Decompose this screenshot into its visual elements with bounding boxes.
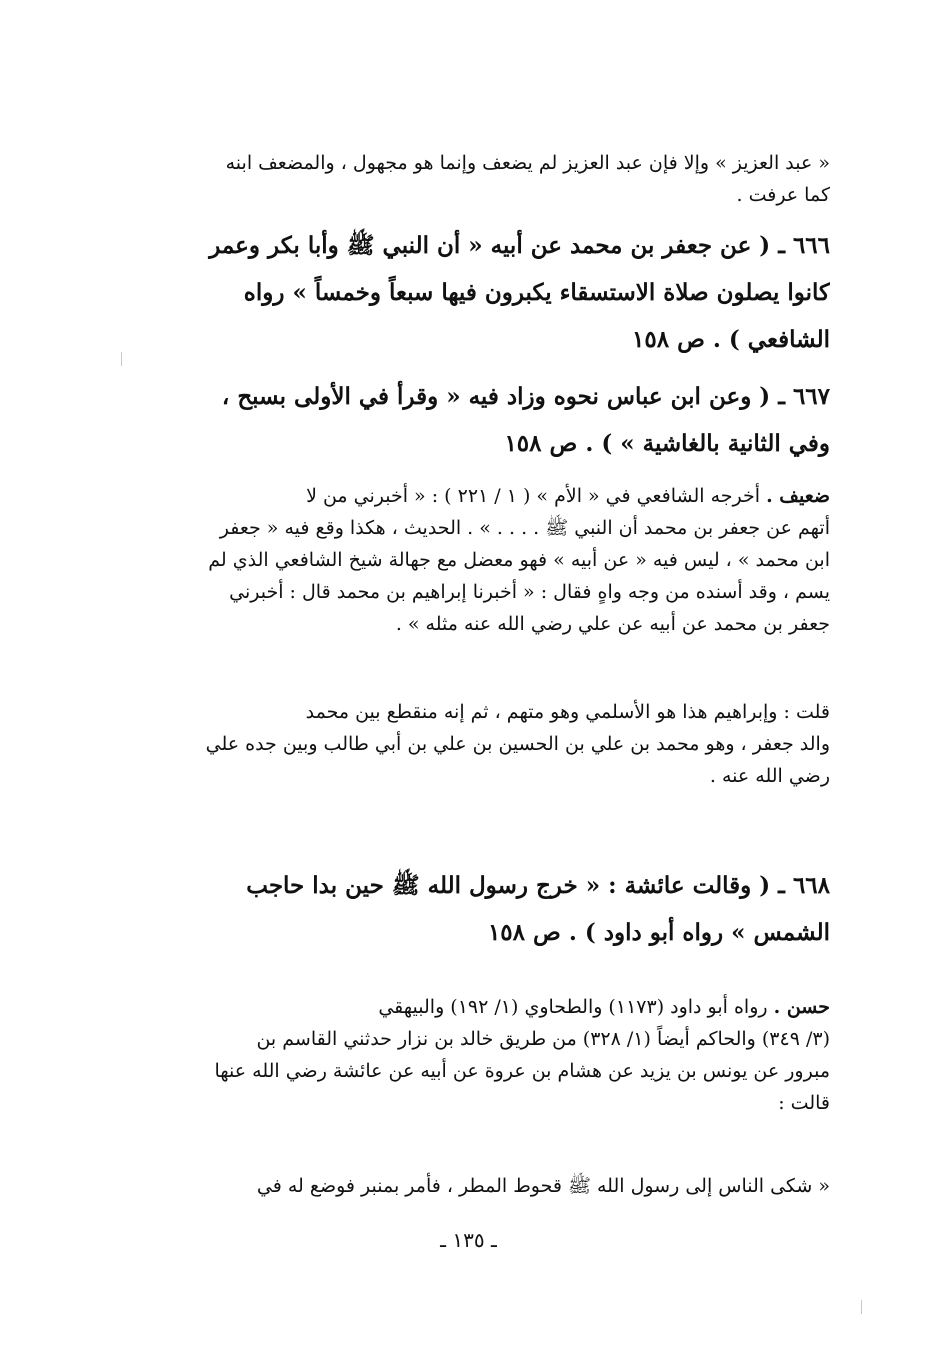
hadith-line: الشمس » رواه أبو داود ) . ص ١٥٨: [487, 919, 830, 946]
text-line-content: أخرجه الشافعي في « الأم » ( ١ / ٢٢١ ) : « أخبرني من لا: [306, 485, 761, 507]
margin-mark: [121, 352, 122, 366]
text-line: أتهم عن جعفر بن محمد أن النبي ﷺ . . . . » . الحديث ، هكذا وقع فيه « جعفر: [219, 517, 830, 539]
text-line: (٣/ ٣٤٩) والحاكم أيضاً (١/ ٣٢٨) من طريق خالد بن نزار حدثني القاسم بن: [256, 1028, 830, 1050]
text-line: كما عرفت .: [736, 184, 830, 206]
text-line: مبرور عن يونس بن يزيد عن هشام بن عروة عن أبيه عن عائشة رضي الله عنها: [214, 1060, 830, 1082]
hadith-line: ٦٦٧ ـ ( وعن ابن عباس نحوه وزاد فيه « وقرأ في الأولى بسبح ،: [221, 383, 830, 410]
hadith-668: [150, 862, 830, 956]
page-number: ـ ١٣٥ ـ: [440, 1228, 497, 1252]
text-line-content: رواه أبو داود (١١٧٣) والطحاوي (١/ ١٩٢) والبيهقي: [378, 996, 768, 1018]
margin-mark: [861, 1300, 862, 1314]
quote-paragraph: [150, 1170, 830, 1202]
grade-label: ضعيف .: [766, 485, 830, 507]
hadith-667: [150, 373, 830, 467]
text-line: [150, 991, 830, 1023]
text-line: رضي الله عنه .: [709, 765, 830, 787]
text-line: « عبد العزيز » وإلا فإن عبد العزيز لم يضعف وإنما هو مجهول ، والمضعف ابنه: [225, 152, 830, 174]
text-line: ابن محمد » ، ليس فيه « عن أبيه » فهو معضل مع جهالة شيخ الشافعي الذي لم: [208, 549, 830, 571]
text-line: قلت : وإبراهيم هذا هو الأسلمي وهو متهم ، ثم إنه منقطع بين محمد: [305, 701, 830, 723]
text-line: والد جعفر ، وهو محمد بن علي بن الحسين بن علي بن أبي طالب وبين جده علي: [205, 733, 830, 755]
text-line: قالت :: [778, 1092, 830, 1114]
hadith-666: [150, 222, 830, 363]
note-paragraph: [150, 696, 830, 792]
text-line: [150, 480, 830, 512]
takhrij-668: [150, 991, 830, 1119]
text-line: يسم ، وقد أسنده من وجه واهٍ فقال : « أخبرنا إبراهيم بن محمد قال : أخبرني: [229, 581, 830, 603]
text-line: جعفر بن محمد عن أبيه عن علي رضي الله عنه مثله » .: [395, 613, 830, 635]
hadith-line: ٦٦٨ ـ ( وقالت عائشة : « خرج رسول الله ﷺ حين بدا حاجب: [246, 872, 830, 899]
hadith-line: الشافعي ) . ص ١٥٨: [632, 326, 830, 353]
text-line: « شكى الناس إلى رسول الله ﷺ قحوط المطر ، فأمر بمنبر فوضع له في: [256, 1175, 830, 1197]
hadith-line: وفي الثانية بالغاشية » ) . ص ١٥٨: [504, 430, 830, 457]
takhrij-667: [150, 480, 830, 640]
hadith-line: كانوا يصلون صلاة الاستسقاء يكبرون فيها سبعاً وخمساً » رواه: [243, 279, 830, 306]
intro-paragraph: [150, 147, 830, 211]
grade-label: حسن .: [773, 996, 830, 1018]
hadith-line: ٦٦٦ ـ ( عن جعفر بن محمد عن أبيه « أن النبي ﷺ وأبا بكر وعمر: [209, 232, 830, 259]
